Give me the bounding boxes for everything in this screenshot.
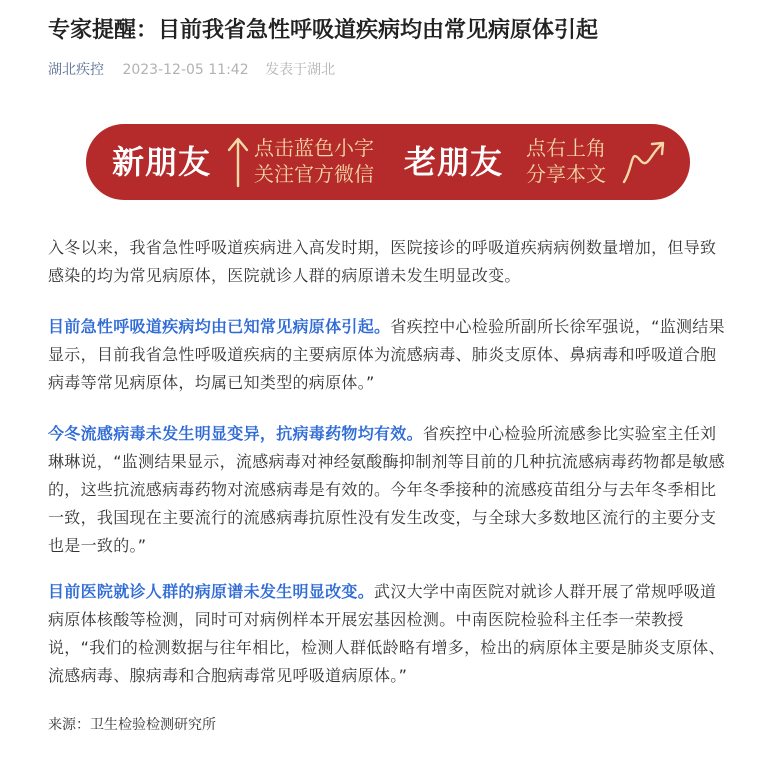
paragraph-heading: 目前急性呼吸道疾病均由已知常见病原体引起。 [48,317,391,336]
paragraph-text: 省疾控中心检验所副所长徐军强说，“监测结果显示，目前我省急性呼吸道疾病的主要病原体为流感病毒、肺炎支原体、鼻病毒和呼吸道合胞病毒等常见病原体，均属已知类型的病原体。” [48,317,725,392]
follow-share-banner[interactable] [86,124,690,200]
old-friend-line2: 分享本文 [526,162,606,186]
new-friend-line2: 关注官方微信 [254,162,374,186]
paragraph-heading: 今冬流感病毒未发生明显变异，抗病毒药物均有效。 [48,424,423,443]
paragraph-text: 入冬以来，我省急性呼吸道疾病进入高发时期，医院接诊的呼吸道疾病病例数量增加，但导致感染的均为常见病原体，医院就诊人群的病原谱未发生明显改变。 [48,238,717,285]
paragraph-heading: 目前医院就诊人群的病原谱未发生明显改变。 [48,582,375,601]
article-meta [48,60,335,80]
new-friend-label: 新朋友 [112,143,212,181]
up-arrow-icon [226,136,250,188]
article-source: 来源：卫生检验检测研究所 [48,717,216,733]
paragraph-text: 武汉大学中南医院对就诊人群开展了常规呼吸道病原体核酸等检测，同时可对病例样本开展宏基因检测。中南医院检验科主任李一荣教授说，“我们的检测数据与往年相比，检测人群低龄略有增多，检出的病原体主要是肺炎支原体、流感病毒、腺病毒和合胞病毒常见呼吸道病原体。” [48,582,725,685]
new-friend-line1: 点击蓝色小字 [254,136,374,160]
paragraph-1 [48,234,728,290]
publish-time: 2023-12-05 11:42 [122,62,249,78]
paragraph-2 [48,313,728,397]
paragraph-3 [48,420,728,560]
share-curve-arrow-icon [618,136,674,188]
old-friend-label: 老朋友 [404,143,504,181]
account-name-link[interactable]: 湖北疾控 [48,62,104,78]
paragraph-text: 省疾控中心检验所流感参比实验室主任刘琳琳说，“监测结果显示，流感病毒对神经氨酸酶抑制剂等目前的几种抗流感病毒药物都是敏感的，这些抗流感病毒药物对流感病毒是有效的。今年冬季接种的流感疫苗组分与去年冬季相比一致，我国现在主要流行的流感病毒抗原性没有发生改变，与全球大多数地区流行的主要分支也是一致的。” [48,424,725,555]
article-title: 专家提醒：目前我省急性呼吸道疾病均由常见病原体引起 [48,18,599,43]
paragraph-4 [48,578,728,690]
old-friend-line1: 点右上角 [526,136,606,160]
publish-location: 发表于湖北 [265,62,336,78]
